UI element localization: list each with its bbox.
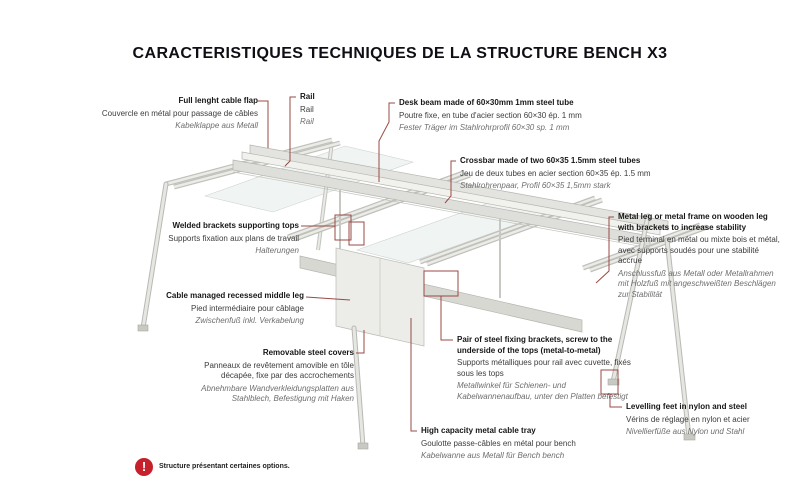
callout-middle-leg-de: Zwischenfuß inkl. Verkabelung	[195, 316, 304, 326]
callout-crossbar	[460, 156, 688, 192]
callout-welded-brackets-de: Halterungen	[255, 246, 299, 256]
callout-middle-leg-fr: Pied intermédiaire pour câblage	[191, 303, 304, 313]
callout-cable-tray-de: Kabelwanne aus Metall für Bench bench	[421, 451, 565, 461]
callout-middle-leg-en: Cable managed recessed middle leg	[166, 291, 304, 300]
footnote-text: Structure présentant certaines options.	[159, 463, 290, 470]
callout-cable-tray-en: High capacity metal cable tray	[421, 426, 536, 435]
callout-desk-beam-de: Fester Träger im Stahlrohrprofil 60×30 sp. 1 mm	[399, 123, 570, 133]
callout-cable-flap-de: Kabelklappe aus Metall	[175, 121, 258, 131]
callout-steel-covers-fr: Panneaux de revêtement amovible en tôle décapée, fixe par des accrochements	[204, 360, 354, 381]
callout-levelling-feet-en: Levelling feet in nylon and steel	[626, 402, 747, 411]
alert-exclamation-icon: !	[135, 458, 153, 476]
callout-metal-leg	[618, 212, 780, 300]
callout-levelling-feet-fr: Vérins de réglage en nylon et acier	[626, 414, 750, 424]
callout-cable-tray-fr: Goulotte passe-câbles en métal pour bench	[421, 438, 576, 448]
callout-welded-brackets-fr: Supports fixation aux plans de travail	[168, 233, 299, 243]
callout-levelling-feet	[626, 402, 796, 438]
callout-cable-tray	[421, 426, 631, 462]
callout-steel-covers-de: Abnehmbare Wandverkleidungsplatten aus Stahlblech, Befestigung mit Haken	[201, 383, 354, 404]
callout-fixing-brackets-de: Metallwinkel für Schienen- und Kabelwannenaufbau, unter den Platten befestigt	[457, 381, 628, 401]
callout-metal-leg-de: Anschlussfuß aus Metall oder Metallrahmen mit Holzfuß mit angeschweißten Beschlägen zur Stabilität	[618, 268, 776, 299]
callout-fixing-brackets	[457, 335, 635, 402]
callout-rail-en: Rail	[300, 92, 315, 101]
leader-cable-flap	[258, 101, 268, 148]
callout-desk-beam	[399, 98, 617, 134]
callout-welded-brackets-en: Welded brackets supporting tops	[172, 221, 299, 230]
callout-rail-fr: Rail	[300, 104, 314, 114]
callout-fixing-brackets-en: Pair of steel fixing brackets, screw to the underside of the tops (metal-to-metal)	[457, 335, 613, 355]
callout-cable-flap-en: Full lenght cable flap	[178, 96, 258, 105]
callout-crossbar-en: Crossbar made of two 60×35 1.5mm steel tubes	[460, 156, 641, 165]
callout-rail-de: Rail	[300, 117, 314, 127]
callout-rail	[300, 92, 360, 128]
page-title: CARACTERISTIQUES TECHNIQUES DE LA STRUCTURE BENCH X3	[132, 45, 668, 62]
callout-welded-brackets	[114, 221, 299, 257]
callout-cable-flap-fr: Couvercle en métal pour passage de câbles	[101, 108, 258, 118]
callout-desk-beam-en: Desk beam made of 60×30mm 1mm steel tube	[399, 98, 574, 107]
callout-levelling-feet-de: Nivellierfüße aus Nylon und Stahl	[626, 427, 745, 437]
callout-cable-flap	[68, 96, 258, 132]
callout-metal-leg-fr: Pied terminal en métal ou mixte bois et métal, avec supports soudés pour une stabilité accrue	[618, 235, 780, 266]
callout-steel-covers	[176, 348, 354, 405]
callout-middle-leg	[129, 291, 304, 327]
callout-fixing-brackets-fr: Supports métalliques pour rail avec cuvette, fixés sous les tops	[457, 358, 631, 378]
callout-desk-beam-fr: Poutre fixe, en tube d'acier section 60×30 ép. 1 mm	[399, 110, 582, 120]
callout-crossbar-de: Stahlrohrenpaar, Profil 60×35 1,5mm stark	[460, 181, 611, 191]
callout-metal-leg-en: Metal leg or metal frame on wooden leg with brackets to increase stability	[618, 212, 768, 232]
callout-steel-covers-en: Removable steel covers	[262, 348, 354, 357]
callout-crossbar-fr: Jeu de deux tubes en acier section 60×35 ép. 1.5 mm	[460, 168, 651, 178]
